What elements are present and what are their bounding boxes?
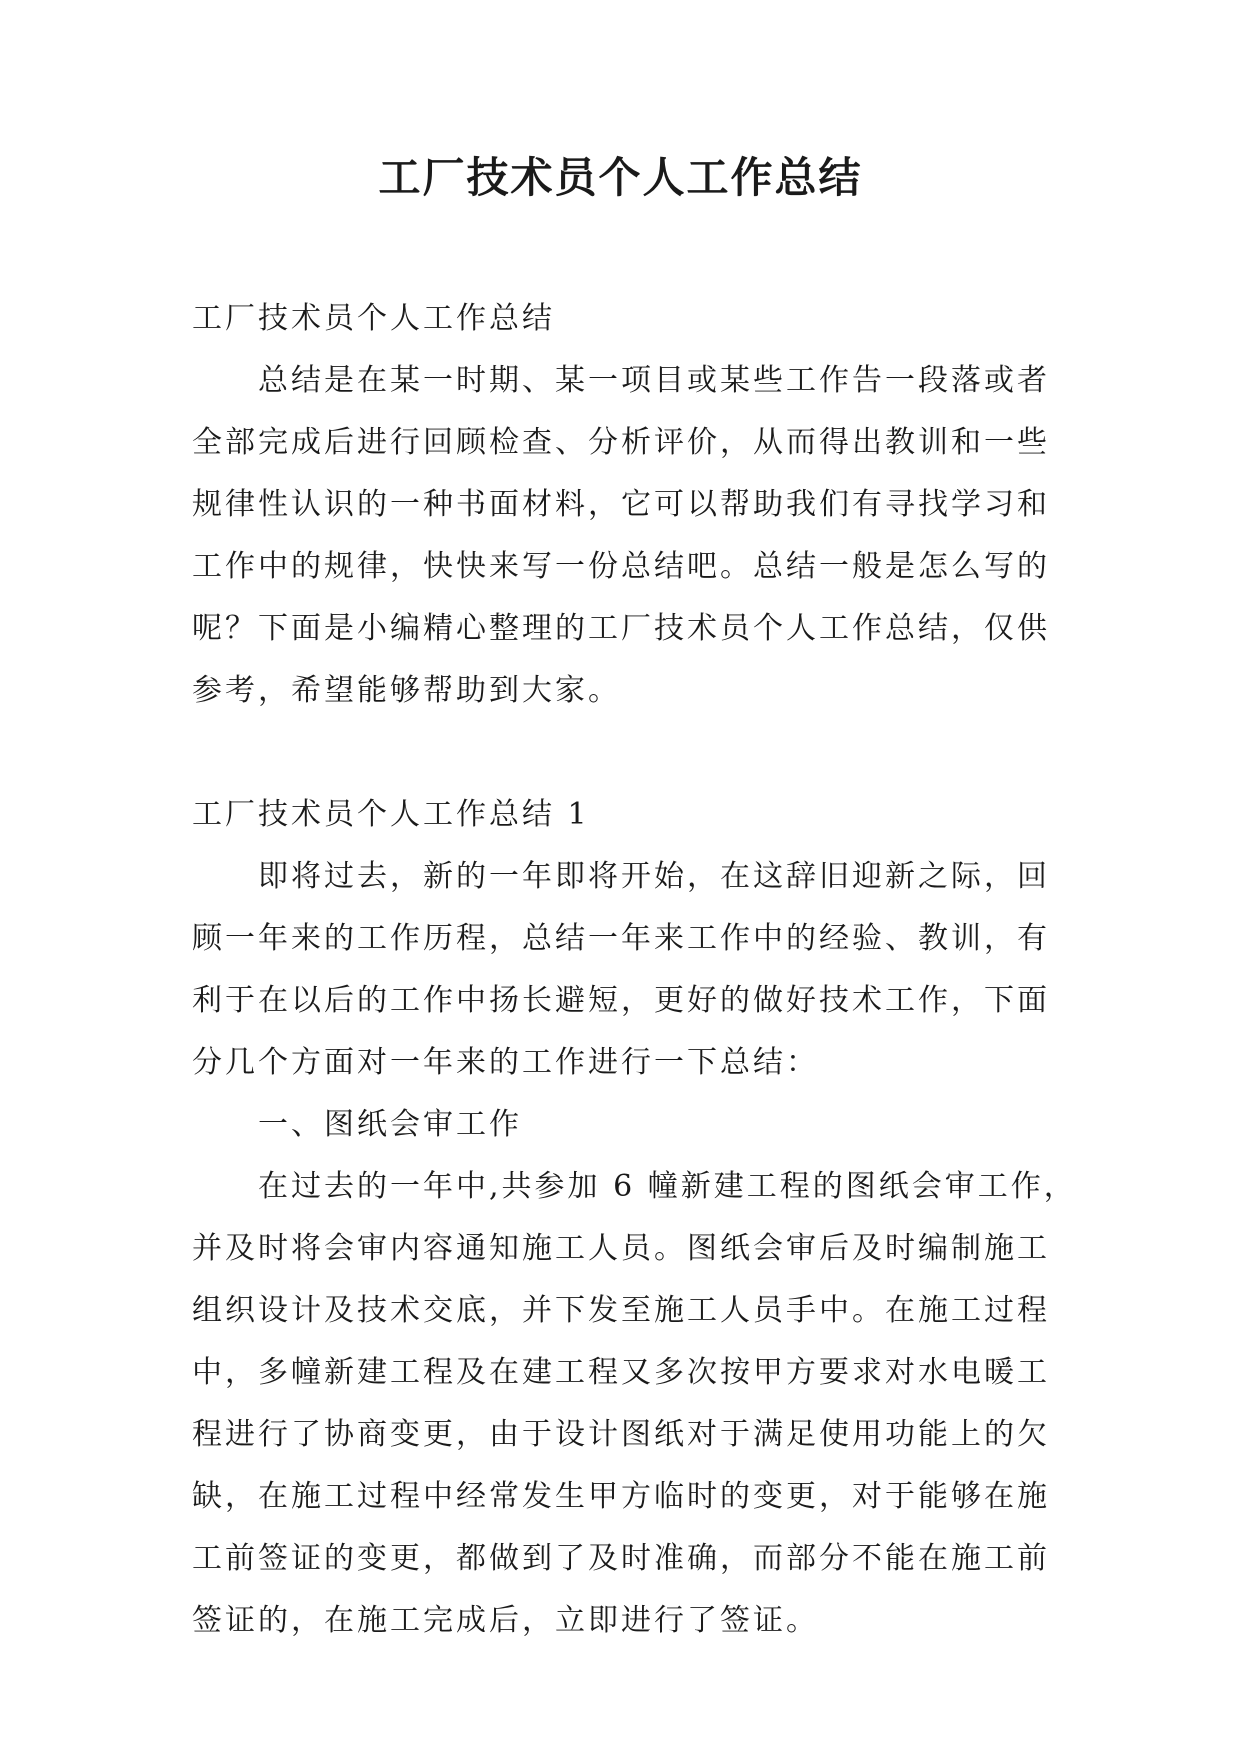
section-line: 分几个方面对一年来的工作进行一下总结： (192, 1045, 819, 1080)
intro-line: 规律性认识的一种书面材料，它可以帮助我们有寻找学习和 (192, 487, 1050, 522)
intro-line: 总结是在某一时期、某一项目或某些工作告一段落或者 (258, 363, 1050, 398)
intro-line: 参考，希望能够帮助到大家。 (192, 673, 621, 708)
section-line: 利于在以后的工作中扬长避短，更好的做好技术工作，下面 (192, 983, 1050, 1018)
paragraph-line: 中，多幢新建工程及在建工程又多次按甲方要求对水电暖工 (192, 1355, 1050, 1390)
paragraph-line: 在过去的一年中,共参加 6 幢新建工程的图纸会审工作， (258, 1169, 1077, 1204)
document-body (192, 288, 1077, 1652)
intro-line: 呢？下面是小编精心整理的工厂技术员个人工作总结，仅供 (192, 611, 1050, 646)
document-title: 工厂技术员个人工作总结 (378, 153, 863, 202)
intro-line: 工作中的规律，快快来写一份总结吧。总结一般是怎么写的 (192, 549, 1050, 584)
intro-line: 全部完成后进行回顾检查、分析评价，从而得出教训和一些 (192, 425, 1050, 460)
paragraph-line: 签证的，在施工完成后，立即进行了签证。 (192, 1603, 819, 1638)
section-heading: 工厂技术员个人工作总结 1 (192, 797, 590, 832)
paragraph-line: 工前签证的变更，都做到了及时准确，而部分不能在施工前 (192, 1541, 1050, 1576)
section-line: 即将过去，新的一年即将开始，在这辞旧迎新之际，回 (258, 859, 1050, 894)
paragraph-line: 程进行了协商变更，由于设计图纸对于满足使用功能上的欠 (192, 1417, 1050, 1452)
paragraph-line: 并及时将会审内容通知施工人员。图纸会审后及时编制施工 (192, 1231, 1050, 1266)
paragraph-line: 缺，在施工过程中经常发生甲方临时的变更，对于能够在施 (192, 1479, 1050, 1514)
paragraph-spacer (192, 722, 1052, 784)
paragraph-line: 组织设计及技术交底，并下发至施工人员手中。在施工过程 (192, 1293, 1050, 1328)
section-line: 顾一年来的工作历程，总结一年来工作中的经验、教训，有 (192, 921, 1050, 956)
subheading: 一、图纸会审工作 (258, 1107, 522, 1142)
document-subtitle: 工厂技术员个人工作总结 (192, 301, 555, 336)
